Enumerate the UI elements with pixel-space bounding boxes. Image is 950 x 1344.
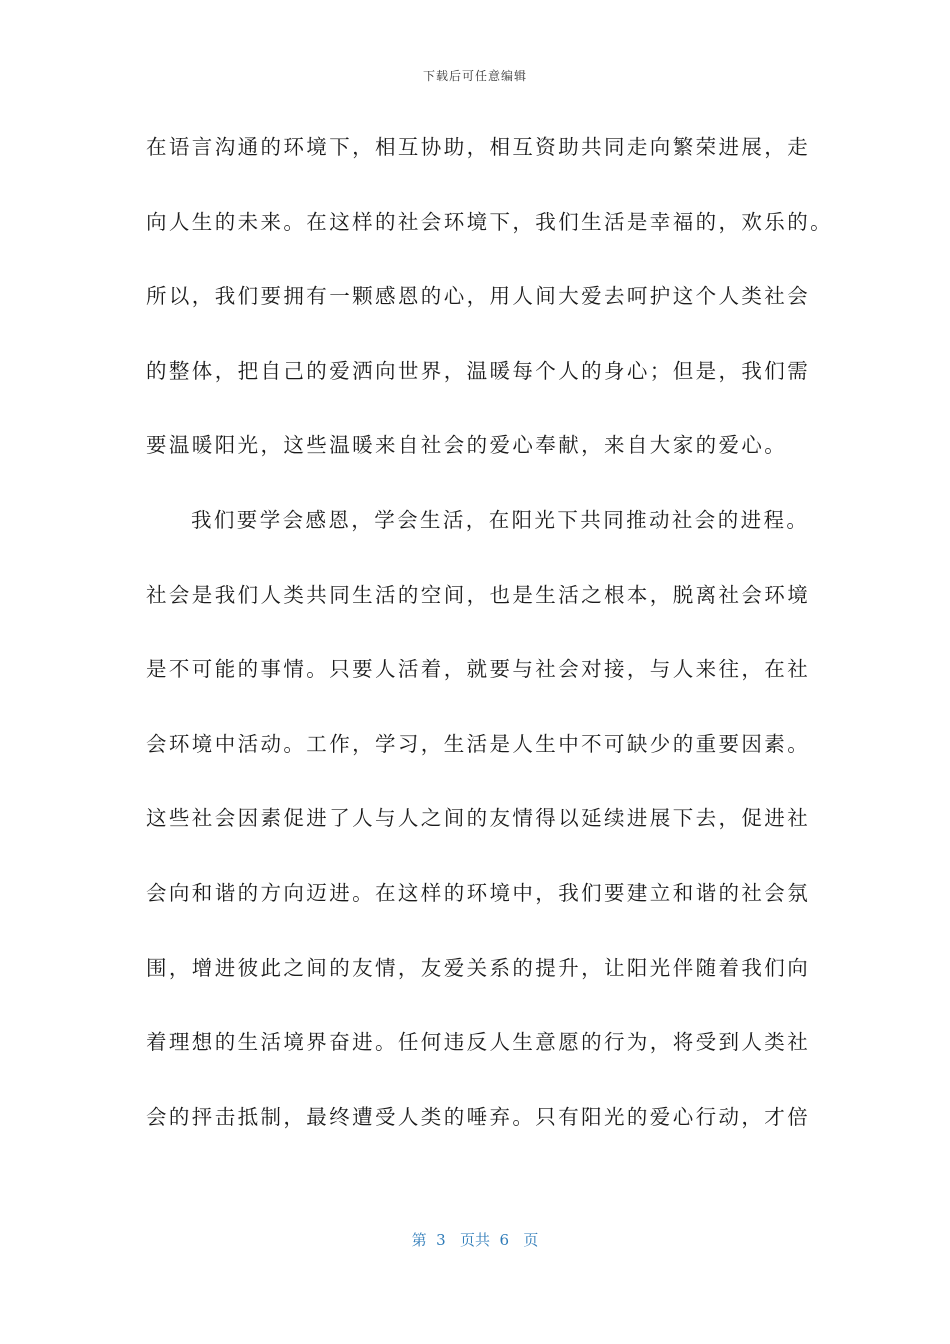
paragraph-start-line: 我们要学会感恩，学会生活，在阳光下共同推动社会的进程。	[191, 507, 810, 532]
text-line: 围，增进彼此之间的友情，友爱关系的提升，让阳光伴随着我们向	[146, 955, 811, 980]
text-line: 是不可能的事情。只要人活着，就要与社会对接，与人来往，在社	[146, 657, 811, 682]
text-line: 在语言沟通的环境下，相互协助，相互资助共同走向繁荣进展，走	[146, 135, 811, 159]
page-header: 下载后可任意编辑	[422, 69, 527, 83]
page-number-footer: 第 3 页共 6 页	[411, 1231, 539, 1249]
text-line: 会向和谐的方向迈进。在这样的环境中，我们要建立和谐的社会氛	[146, 880, 811, 905]
text-line: 会环境中活动。工作，学习，生活是人生中不可缺少的重要因素。	[146, 731, 811, 756]
text-line: 着理想的生活境界奋进。任何违反人生意愿的行为，将受到人类社	[146, 1030, 811, 1055]
text-line: 这些社会因素促进了人与人之间的友情得以延续进展下去，促进社	[146, 806, 811, 831]
text-line: 所以，我们要拥有一颗感恩的心，用人间大爱去呵护这个人类社会	[146, 284, 811, 309]
text-line: 向人生的未来。在这样的社会环境下，我们生活是幸福的，欢乐的。	[146, 209, 833, 234]
document-body	[146, 127, 833, 1171]
text-line: 的整体，把自己的爱洒向世界，温暖每个人的身心；但是，我们需	[146, 358, 811, 383]
text-line: 会的抨击抵制，最终遭受人类的唾弃。只有阳光的爱心行动，才倍	[146, 1104, 811, 1129]
text-line: 要温暖阳光，这些温暖来自社会的爱心奉献，来自大家的爱心。	[146, 433, 788, 458]
text-line: 社会是我们人类共同生活的空间，也是生活之根本，脱离社会环境	[146, 582, 811, 607]
